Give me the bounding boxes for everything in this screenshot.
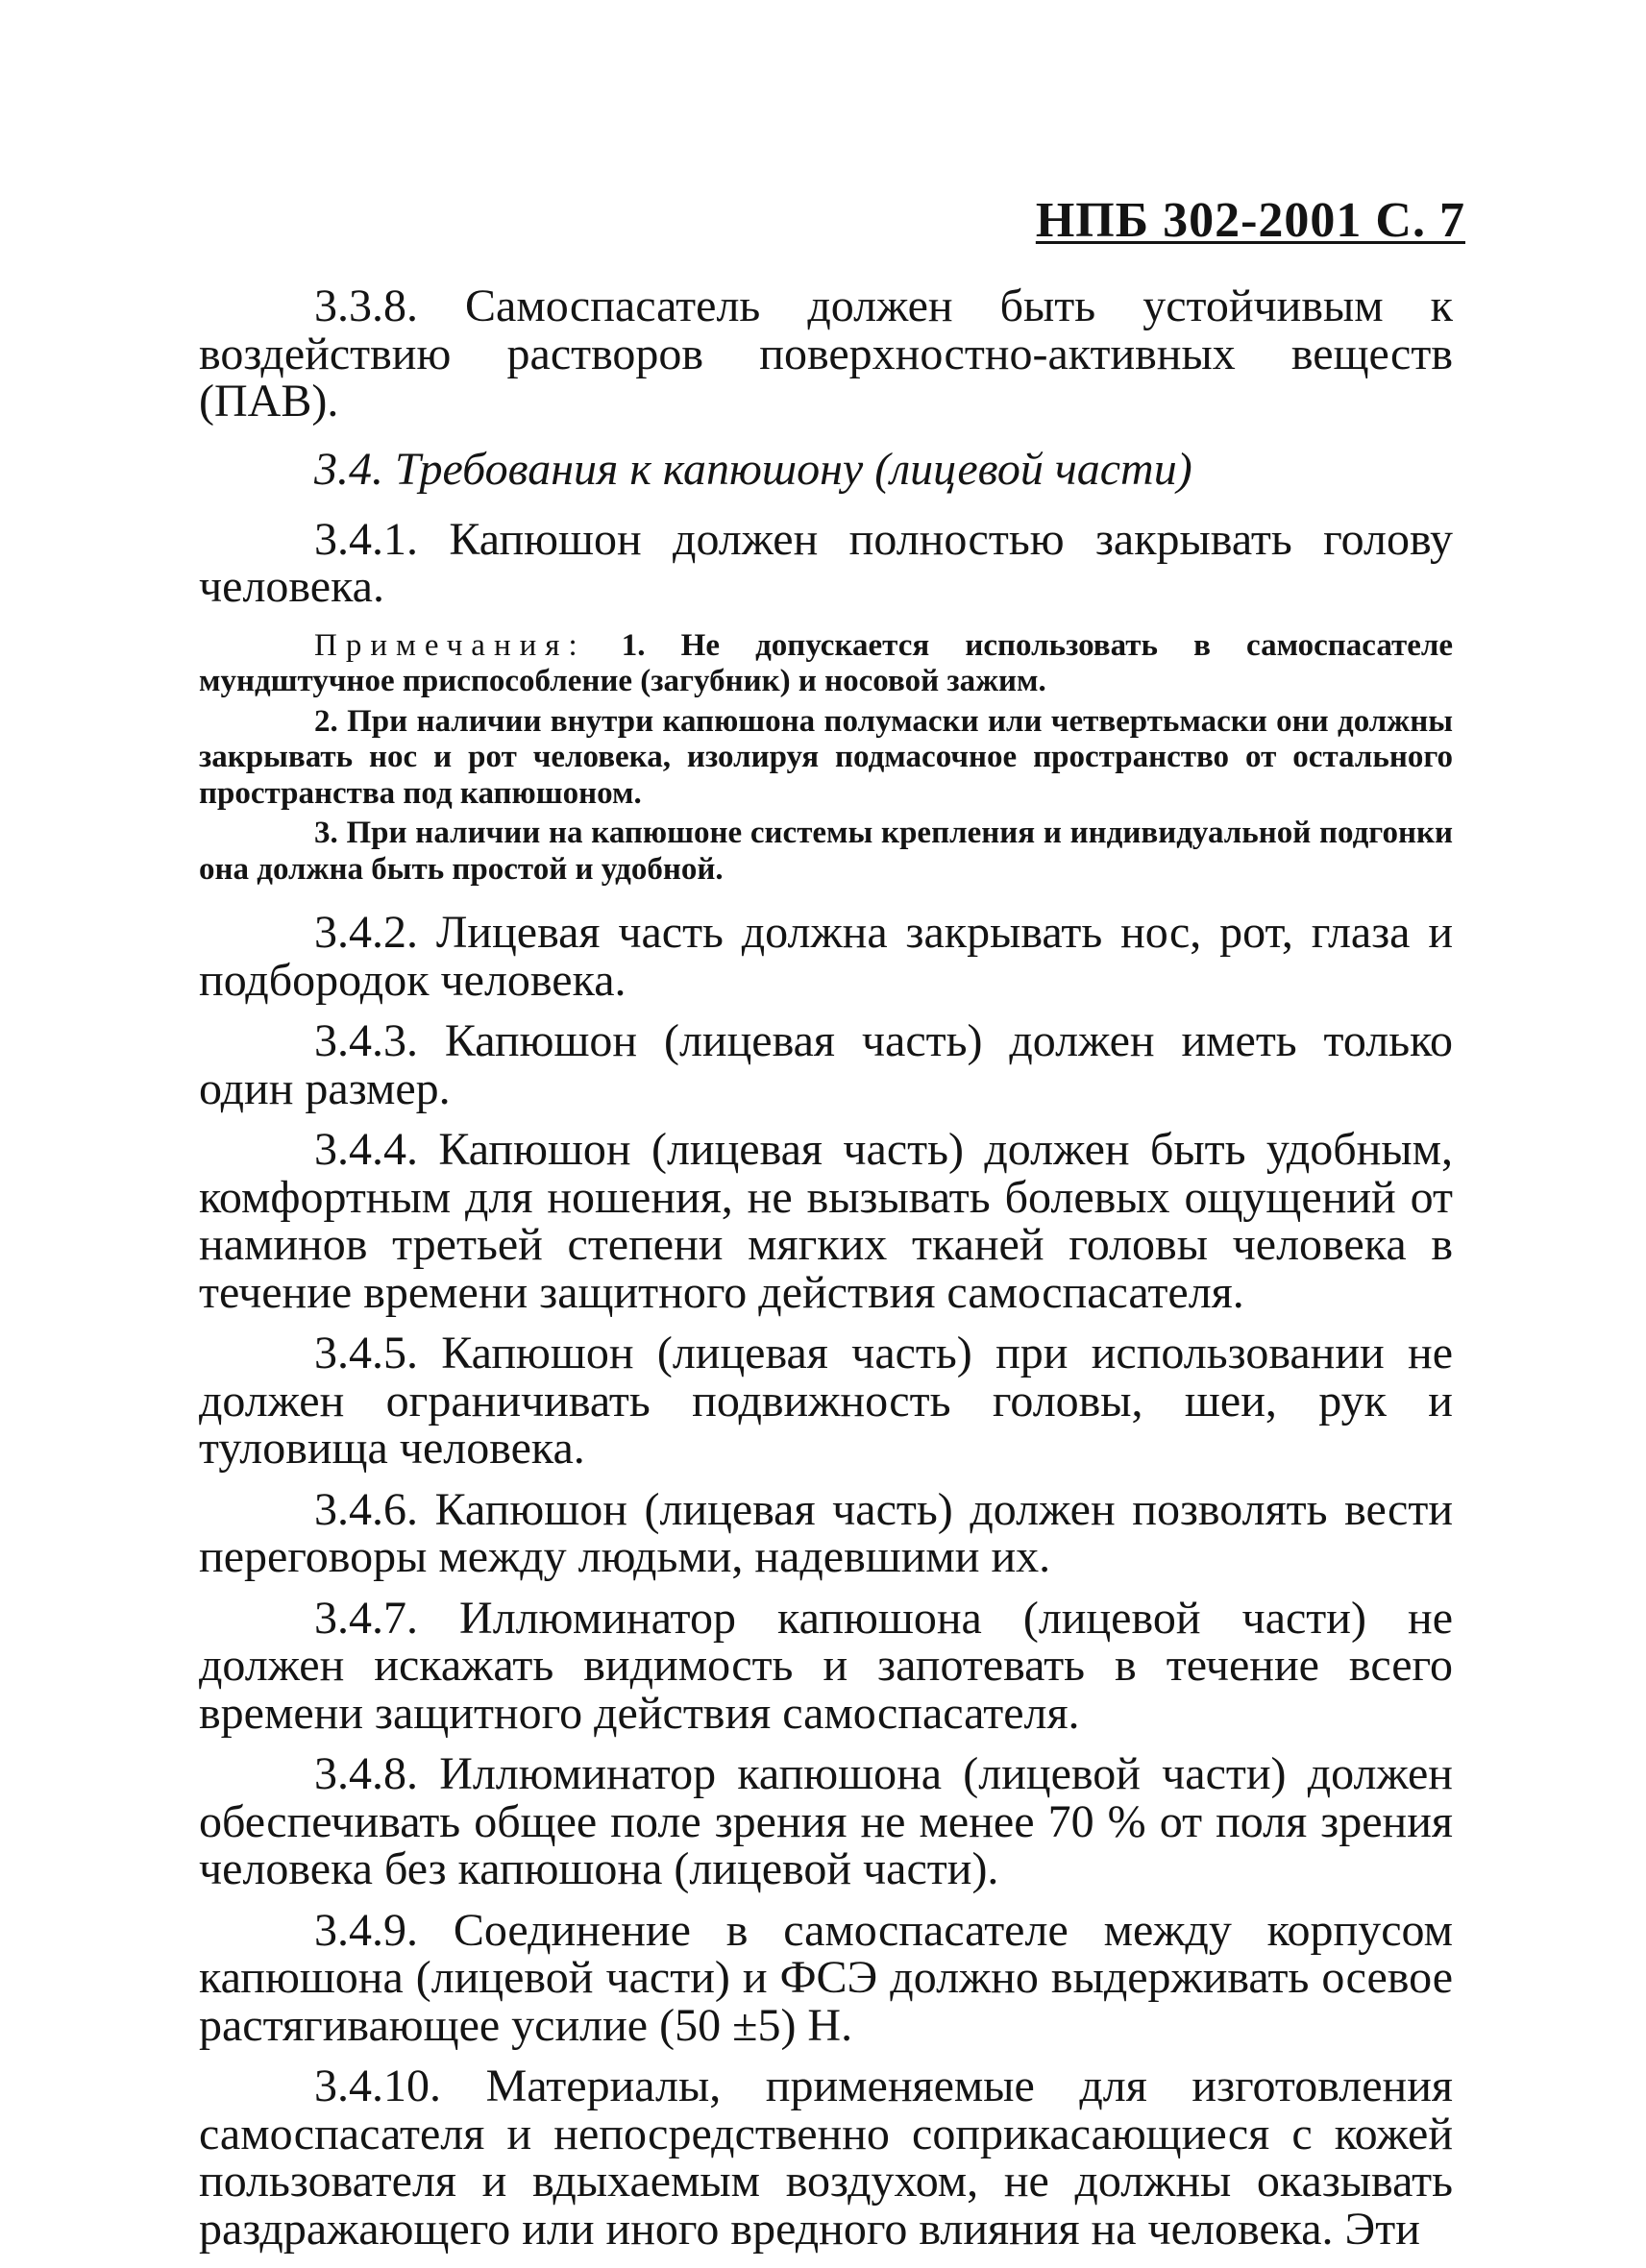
paragraph-3-3-8: 3.3.8. Самоспасатель должен быть устойчивым к воздействию растворов поверхностно-активных веществ (ПАВ).: [199, 280, 1453, 427]
paragraph-3-4-3: 3.4.3. Капюшон (лицевая часть) должен иметь только один размер.: [199, 1015, 1453, 1114]
paragraph-3-4-9: 3.4.9. Соединение в самоспасателе между корпусом капюшона (лицевой части) и ФСЭ должно выдерживать осевое растягивающее усилие (50 ±5) Н.: [199, 1904, 1453, 2051]
paragraph-3-4-10: 3.4.10. Материалы, применяемые для изготовления самоспасателя и непосредственно соприкасающиеся с кожей пользователя и вдыхаемым воздухом, не должны оказывать раздражающего или иного вредного влияния на человека. Эти: [199, 2061, 1453, 2255]
note-3: 3. При наличии на капюшоне системы крепления и индивидуальной подгонки она должна быть простой и удобной.: [199, 816, 1453, 887]
paragraph-3-4-8: 3.4.8. Иллюминатор капюшона (лицевой части) должен обеспечивать общее поле зрения не менее 70 % от поля зрения человека без капюшона (лицевой части).: [199, 1748, 1453, 1894]
paragraph-3-4-5: 3.4.5. Капюшон (лицевая часть) при использовании не должен ограничивать подвижность головы, шеи, рук и туловища человека.: [199, 1328, 1453, 1474]
document-body: [199, 282, 1453, 2253]
section-heading-3-4: 3.4. Требования к капюшону (лицевой части): [314, 443, 1192, 495]
paragraph-3-4-1: 3.4.1. Капюшон должен полностью закрывать голову человека.: [199, 513, 1453, 612]
notes-block: [199, 628, 1453, 889]
paragraph-3-4-6: 3.4.6. Капюшон (лицевая часть) должен позволять вести переговоры между людьми, надевшими их.: [199, 1483, 1453, 1582]
note-2: 2. При наличии внутри капюшона полумаски или четвертьмаски они должны закрывать нос и рот человека, изолируя подмасочное пространство от остального пространства под капюшоном.: [199, 703, 1453, 811]
paragraph-3-4-4: 3.4.4. Капюшон (лицевая часть) должен быть удобным, комфортным для ношения, не вызывать болевых ощущений от наминов третьей степени мягких тканей головы человека в течение времени защитного действия самоспасателя.: [199, 1124, 1453, 1318]
notes-label: Примечания:: [314, 627, 586, 663]
page-header: НПБ 302-2001 С. 7: [1035, 193, 1465, 248]
paragraph-3-4-2: 3.4.2. Лицевая часть должна закрывать нос, рот, глаза и подбородок человека.: [199, 907, 1453, 1006]
note-1-text: 1. Не допускается использовать в самоспасателе мундштучное приспособление (загубник) и носовой зажим.: [199, 627, 1454, 698]
paragraph-3-4-7: 3.4.7. Иллюминатор капюшона (лицевой части) не должен искажать видимость и запотевать в течение всего времени защитного действия самоспасателя.: [199, 1592, 1453, 1739]
note-1: [199, 628, 1453, 700]
